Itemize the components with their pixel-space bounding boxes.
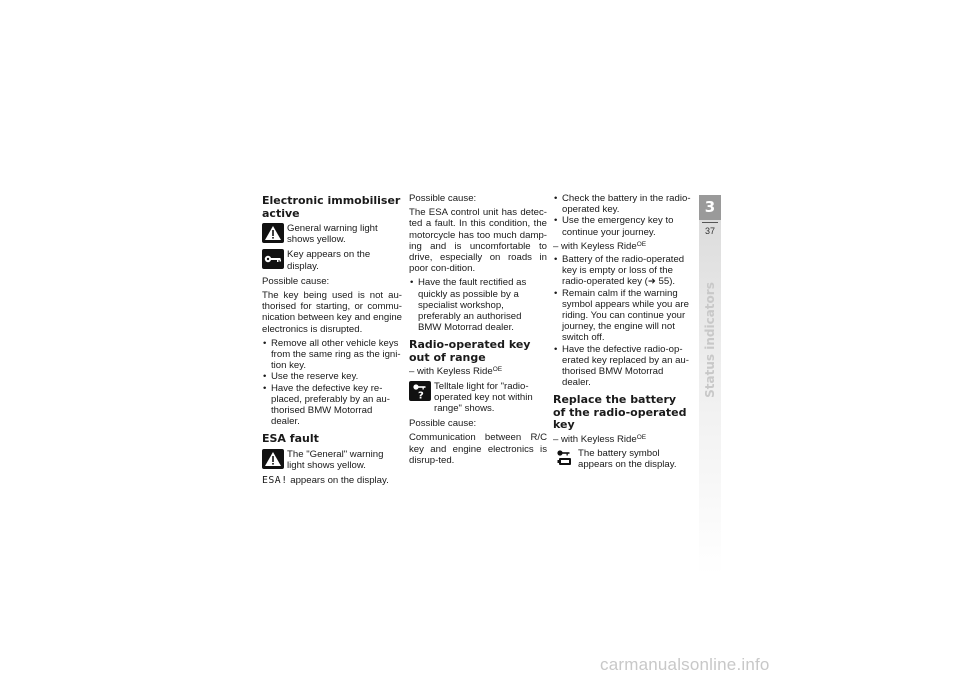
- watermark: carmanualsonline.info: [600, 655, 770, 674]
- bullet-list: [553, 193, 691, 238]
- heading-immobiliser: Electronic immobiliser active: [262, 194, 401, 220]
- keyless-ride-text: – with Keyless Ride: [553, 240, 637, 252]
- list-item: • Check the battery in the radio-operated key.: [553, 193, 691, 215]
- indicator-text: Key appears on the display.: [287, 249, 371, 272]
- warning-triangle-icon: [262, 449, 284, 469]
- cause-label: Possible cause:: [409, 193, 477, 204]
- svg-text:?: ?: [418, 390, 424, 400]
- bullet-list: [409, 277, 547, 333]
- indicator-radio-key: [409, 381, 547, 415]
- esa-display-text: appears on the display.: [287, 475, 389, 487]
- list-item: • Have the defective radio-op-erated key replaced by an au-thorised BMW Motorrad dealer.: [553, 344, 691, 389]
- esa-display-code: ESA!: [262, 475, 288, 487]
- keyless-ride-text: – with Keyless Ride: [553, 433, 637, 445]
- heading-replace-battery: Replace the battery of the radio-operated key: [553, 393, 687, 432]
- keyless-ride-note: [409, 366, 547, 377]
- oe-marker: OE: [636, 240, 647, 248]
- cause-text: Communication between R/C key and engine electronics is disrup-ted.: [409, 432, 547, 466]
- heading-esa-fault: ESA fault: [262, 432, 319, 446]
- indicator-general-warning: [262, 223, 402, 245]
- indicator-text: The "General" warning light shows yellow.: [287, 448, 384, 472]
- chapter-number: 3: [704, 198, 716, 216]
- cause-text: The ESA control unit has detec-ted a fault. In this condition, the motorcycle has too much damp-ing and is uncomfortable to drive, especially on roads in poor con-dition.: [409, 207, 547, 275]
- indicator-key: [262, 249, 402, 271]
- list-item: • Have the fault rectified as quickly as possible by a specialist workshop, preferably an authorised BMW Motorrad dealer.: [409, 277, 547, 333]
- list-item: • Remove all other vehicle keys from the same ring as the igni-tion key.: [262, 338, 402, 372]
- list-item: • Use the emergency key to continue your journey.: [553, 215, 691, 237]
- indicator-text: General warning light shows yellow.: [287, 223, 378, 246]
- cause-text: The key being used is not au-thorised for starting, or commu-nication between key and engine electronics is disrupted.: [262, 290, 402, 335]
- column-3: [553, 193, 691, 475]
- list-item: • Use the reserve key.: [262, 371, 402, 382]
- indicator-text: The battery symbol appears on the display.: [578, 448, 677, 471]
- cause-label: Possible cause:: [409, 418, 477, 430]
- list-item: • Remain calm if the warning symbol appears while you are riding. You can continue your journey, the engine will not switch off.: [553, 288, 691, 344]
- keyless-ride-note: [553, 434, 691, 445]
- cause-label: Possible cause:: [262, 275, 330, 287]
- key-icon: [262, 249, 284, 269]
- page-number: 37: [704, 226, 715, 236]
- bullet-list: [553, 254, 691, 388]
- indicator-battery: [553, 448, 691, 470]
- column-2: [409, 193, 547, 469]
- chapter-title: Status indicators: [703, 282, 717, 398]
- oe-marker: OE: [636, 433, 647, 441]
- indicator-text: Telltale light for "radio-operated key not within range" shows.: [434, 380, 533, 415]
- list-item: • Have the defective key re-placed, preferably by an au-thorised BMW Motorrad dealer.: [262, 383, 402, 428]
- keyless-ride-note: [553, 241, 691, 252]
- keyless-ride-text: – with Keyless Ride: [409, 366, 493, 378]
- heading-radio-key: Radio-operated key out of range: [409, 338, 531, 364]
- key-question-icon: [409, 381, 431, 401]
- esa-display-line: [262, 475, 402, 486]
- oe-marker: OE: [492, 366, 503, 374]
- column-1: [262, 195, 402, 490]
- indicator-esa-warning: [262, 449, 402, 471]
- key-battery-icon: [553, 448, 575, 468]
- list-item: • Battery of the radio-operated key is empty or loss of the radio-operated key (➜ 55).: [553, 254, 691, 288]
- warning-triangle-icon: [262, 223, 284, 243]
- page-divider: [702, 222, 718, 223]
- bullet-list: [262, 338, 402, 428]
